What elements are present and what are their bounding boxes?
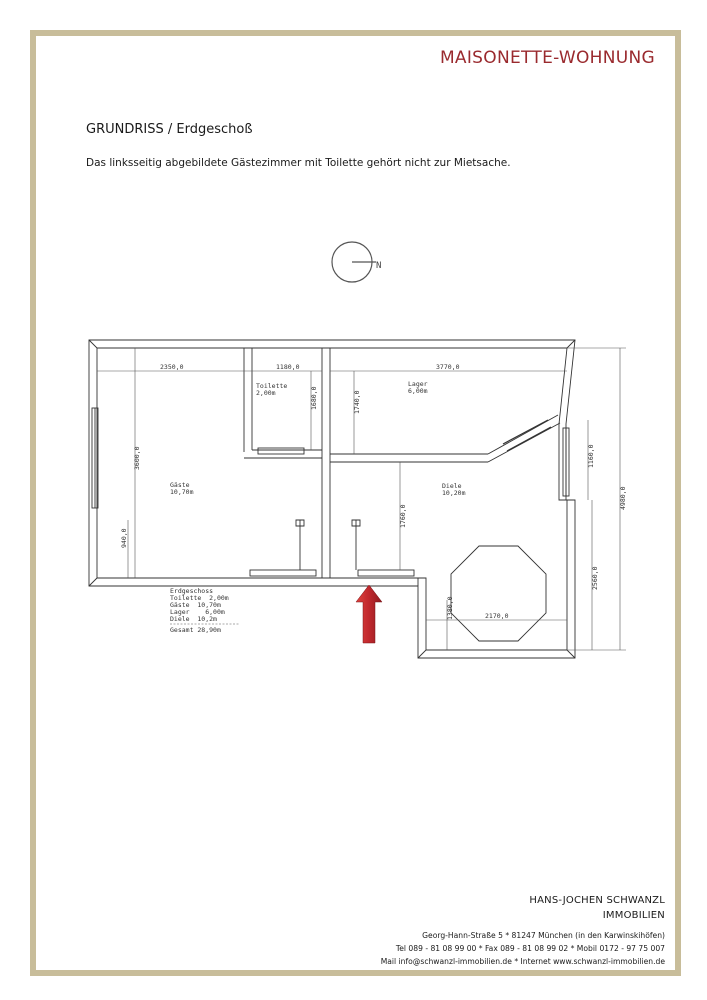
room-gaeste-name: Gäste — [170, 481, 190, 489]
dim-toilette-depth: 1680,0 — [310, 386, 318, 410]
dim-lager-depth: 1740,0 — [353, 390, 361, 414]
rental-note: Das linksseitig abgebildete Gästezimmer mit Toilette gehört nicht zur Mietsache. — [86, 157, 511, 169]
wall-outline-inner — [97, 348, 567, 650]
summary-line: Toilette 2,00m — [170, 594, 229, 602]
room-lager-name: Lager — [408, 380, 428, 388]
agent-web: Mail info@schwanzl-immobilien.de * Internet www.schwanzl-immobilien.de — [380, 957, 665, 966]
agent-company: IMMOBILIEN — [602, 910, 665, 921]
wall-outline-outer — [89, 340, 575, 658]
dim-bay-depth: 2560,0 — [591, 566, 599, 590]
dim-stair-width: 2170,0 — [485, 612, 509, 620]
summary-line: Gäste 10,70m — [170, 601, 221, 609]
document-title: MAISONETTE-WOHNUNG — [439, 48, 655, 68]
room-lager-area: 6,00m — [408, 387, 428, 395]
dim-toilette-width: 1180,0 — [276, 363, 300, 371]
room-diele-area: 10,20m — [442, 489, 466, 497]
summary-title: Erdgeschoss — [170, 587, 214, 595]
dim-window-left: 940,0 — [120, 528, 128, 548]
dim-gaeste-depth: 3600,0 — [133, 446, 141, 470]
agent-name: HANS-JOCHEN SCHWANZL — [529, 895, 665, 906]
summary-line: Diele 10,2m — [170, 615, 217, 623]
agent-address: Georg-Hann-Straße 5 * 81247 München (in den Karwinskihöfen) — [422, 931, 665, 940]
dim-window-right: 1160,0 — [587, 444, 595, 468]
compass-label: N — [376, 261, 382, 271]
dim-lager-width: 3770,0 — [436, 363, 460, 371]
dim-total-depth: 4980,0 — [619, 486, 627, 510]
agent-phones: Tel 089 - 81 08 99 00 * Fax 089 - 81 08 99 02 * Mobil 0172 - 97 75 007 — [395, 944, 665, 953]
summary-total: Gesamt 28,90m — [170, 626, 221, 634]
dim-diele-depth: 1760,0 — [399, 504, 407, 528]
dim-stair-depth: 1380,0 — [446, 596, 454, 620]
spiral-staircase — [451, 546, 546, 641]
room-toilette-name: Toilette — [256, 382, 288, 390]
room-toilette-area: 2,00m — [256, 389, 276, 397]
entrance-arrow-icon — [356, 585, 382, 643]
dim-gaeste-width: 2350,0 — [160, 363, 184, 371]
plan-heading: GRUNDRISS / Erdgeschoß — [86, 122, 253, 137]
room-gaeste-area: 10,70m — [170, 488, 194, 496]
room-diele-name: Diele — [442, 482, 462, 490]
footer — [381, 893, 665, 968]
compass-icon — [332, 242, 376, 282]
summary-line: Lager 6,00m — [170, 608, 225, 616]
